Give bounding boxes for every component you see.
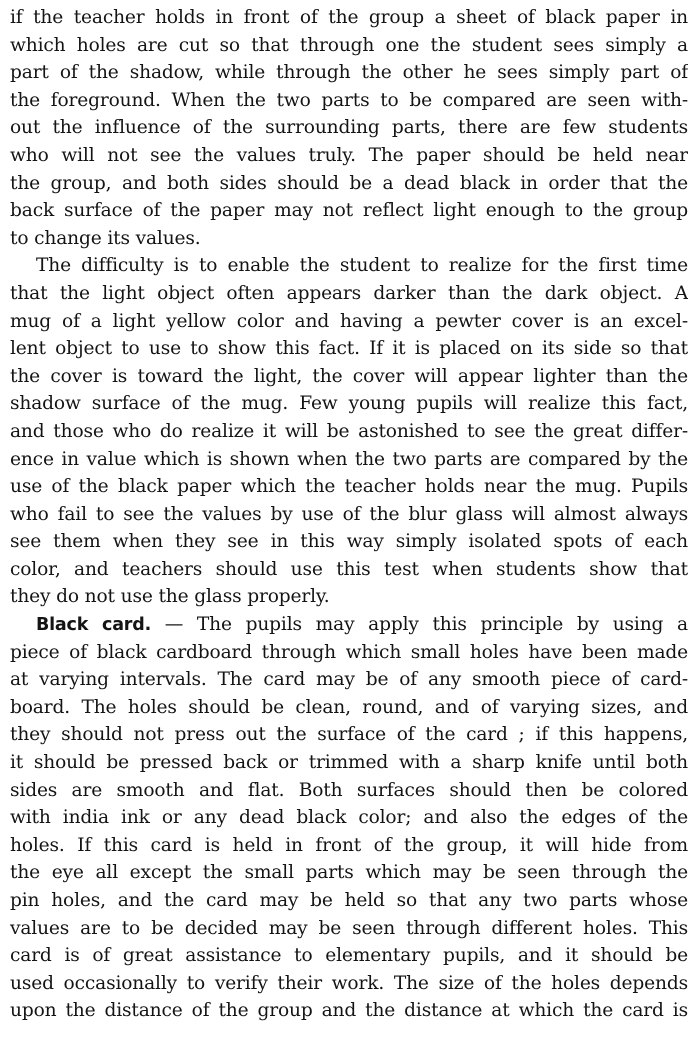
text-line: lent object to use to show this fact. If it is placed on its side so that [10,338,688,360]
book-page [10,0,688,1025]
text-line: which holes are cut so that through one the student sees simply a [10,34,688,56]
text-line: mug of a light yellow color and having a pewter cover is an excel- [10,310,688,332]
paragraph-black-paper [10,4,688,252]
text-line: with india ink or any dead black color; and also the edges of the [10,807,688,829]
text-line: part of the shadow, while through the other he sees simply part of [10,62,688,84]
text-line: see them when they see in this way simply isolated spots of each [10,531,688,553]
text-line: ence in value which is shown when the two parts are compared by the [10,448,688,470]
text-line: pin holes, and the card may be held so that any two parts whose [10,890,688,911]
text-line: if the teacher holds in front of the group a sheet of black paper in [10,7,688,28]
text-line: out the influence of the surrounding parts, there are few students [10,117,688,139]
text-line: the eye all except the small parts which may be seen through the [10,862,688,884]
section-heading: Black card. [36,615,152,636]
text-line: sides are smooth and flat. Both surfaces should then be colored [10,779,688,801]
paragraph-difficulty [10,252,688,611]
text-line: board. The holes should be clean, round, and of varying sizes, and [10,696,688,718]
text-line: values are to be decided may be seen through different holes. This [10,917,688,939]
text-line: at varying intervals. The card may be of any smooth piece of card- [10,669,688,691]
text-line: the cover is toward the light, the cover will appear lighter than the [10,365,688,387]
text-line: used occasionally to verify their work. The size of the holes depends [10,972,688,994]
text-line: shadow surface of the mug. Few young pupils will realize this fact, [10,393,688,415]
text-line: who fail to see the values by use of the blur glass will almost always [10,503,688,525]
heading-line-text: — The pupils may apply this principle by using a [151,614,688,636]
text-line: who will not see the values truly. The paper should be held near [10,144,688,166]
text-line [10,611,688,639]
text-line: holes. If this card is held in front of the group, it will hide from [10,834,688,856]
text-line: the group, and both sides should be a dead black in order that the [10,172,688,194]
text-line: The difficulty is to enable the student to realize for the first time [36,255,688,277]
text-line: they do not use the glass properly. [10,586,330,608]
text-line: back surface of the paper may not reflect light enough to the group [10,200,688,222]
text-line: the foreground. When the two parts to be compared are seen with- [10,89,688,111]
text-line: color, and teachers should use this test when students show that [10,558,688,580]
text-line: use of the black paper which the teacher holds near the mug. Pupils [10,476,688,498]
text-line: and those who do realize it will be astonished to see the great differ- [10,420,688,442]
text-line: piece of black cardboard through which small holes have been made [10,641,688,663]
text-line: they should not press out the surface of the card ; if this happens, [10,724,688,746]
paragraph-black-card [10,611,688,1025]
text-line: to change its values. [10,227,201,249]
text-line: that the light object often appears darker than the dark object. A [10,282,688,304]
text-line: it should be pressed back or trimmed with a sharp knife until both [10,752,688,774]
text-line: upon the distance of the group and the distance at which the card is [10,1000,688,1022]
text-line: card is of great assistance to elementary pupils, and it should be [10,945,688,967]
